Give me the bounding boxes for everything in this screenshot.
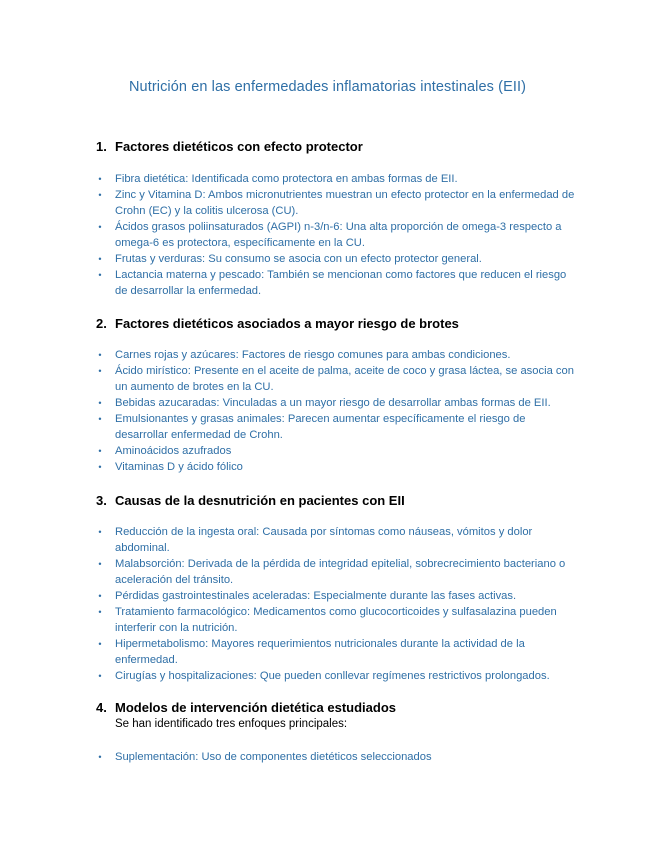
list-item: • Lactancia materna y pescado: También se mencionan como factores que reducen el riesgo de desarrollar la enfermedad. — [96, 267, 576, 299]
list-item: • Pérdidas gastrointestinales aceleradas: Especialmente durante las fases activas. — [96, 588, 576, 604]
bullet-icon: • — [98, 414, 102, 424]
list-item: • Cirugías y hospitalizaciones: Que pueden conllevar regímenes restrictivos prolongados. — [96, 668, 576, 684]
section-intro: Se han identificado tres enfoques principales: — [115, 718, 348, 730]
list-item: • Suplementación: Uso de componentes dietéticos seleccionados — [96, 749, 576, 765]
section-number: 1. — [96, 139, 107, 154]
bullet-icon: • — [98, 270, 102, 280]
bullet-icon: • — [98, 527, 102, 537]
bullet-icon: • — [98, 462, 102, 472]
list-item: • Carnes rojas y azúcares: Factores de riesgo comunes para ambas condiciones. — [96, 347, 576, 363]
section-2-heading — [96, 316, 586, 332]
list-item: • Frutas y verduras: Su consumo se asocia con un efecto protector general. — [96, 251, 576, 267]
list-item: • Tratamiento farmacológico: Medicamentos como glucocorticoides y sulfasalazina pueden interferir con la nutrición. — [96, 604, 576, 636]
document-title: Nutrición en las enfermedades inflamatorias intestinales (EII) — [128, 79, 527, 95]
section-2-list — [96, 347, 576, 475]
bullet-icon: • — [98, 222, 102, 232]
bullet-icon: • — [98, 559, 102, 569]
section-title: Causas de la desnutrición en pacientes con EII — [115, 493, 405, 508]
bullet-icon: • — [98, 446, 102, 456]
bullet-icon: • — [98, 591, 102, 601]
bullet-icon: • — [98, 671, 102, 681]
bullet-icon: • — [98, 398, 102, 408]
section-title: Modelos de intervención dietética estudiados — [115, 700, 397, 715]
bullet-icon: • — [98, 752, 102, 762]
bullet-icon: • — [98, 254, 102, 264]
list-item: • Reducción de la ingesta oral: Causada por síntomas como náuseas, vómitos y dolor abdominal. — [96, 524, 576, 556]
list-item: • Zinc y Vitamina D: Ambos micronutrientes muestran un efecto protector en la enfermedad de Crohn (EC) y la colitis ulcerosa (CU). — [96, 187, 576, 219]
list-item: • Vitaminas D y ácido fólico — [96, 459, 576, 475]
list-item: • Emulsionantes y grasas animales: Parecen aumentar específicamente el riesgo de desarrollar enfermedad de Crohn. — [96, 411, 576, 443]
list-item: • Hipermetabolismo: Mayores requerimientos nutricionales durante la actividad de la enfermedad. — [96, 636, 576, 668]
list-item: • Aminoácidos azufrados — [96, 443, 576, 459]
section-4-list — [96, 749, 576, 765]
bullet-icon: • — [98, 607, 102, 617]
section-1-list — [96, 171, 576, 299]
bullet-icon: • — [98, 190, 102, 200]
section-4-heading — [96, 700, 586, 732]
section-1-heading — [96, 139, 586, 155]
bullet-icon: • — [98, 366, 102, 376]
bullet-icon: • — [98, 174, 102, 184]
section-number: 4. — [96, 700, 107, 715]
section-3-list — [96, 524, 576, 684]
list-item: • Ácido mirístico: Presente en el aceite de palma, aceite de coco y grasa láctea, se asocia con un aumento de brotes en la CU. — [96, 363, 576, 395]
list-item: • Fibra dietética: Identificada como protectora en ambas formas de EII. — [96, 171, 576, 187]
section-title: Factores dietéticos con efecto protector — [115, 139, 363, 154]
list-item: • Malabsorción: Derivada de la pérdida de integridad epitelial, sobrecrecimiento bacteriano o aceleración del tránsito. — [96, 556, 576, 588]
list-item: • Ácidos grasos poliinsaturados (AGPI) n-3/n-6: Una alta proporción de omega-3 respecto a omega-6 es protectora, específicamente en la CU. — [96, 219, 576, 251]
bullet-icon: • — [98, 639, 102, 649]
section-3-heading — [96, 493, 586, 509]
section-number: 3. — [96, 493, 107, 508]
bullet-icon: • — [98, 350, 102, 360]
section-number: 2. — [96, 316, 107, 331]
list-item: • Bebidas azucaradas: Vinculadas a un mayor riesgo de desarrollar ambas formas de EII. — [96, 395, 576, 411]
section-title: Factores dietéticos asociados a mayor riesgo de brotes — [115, 316, 459, 331]
